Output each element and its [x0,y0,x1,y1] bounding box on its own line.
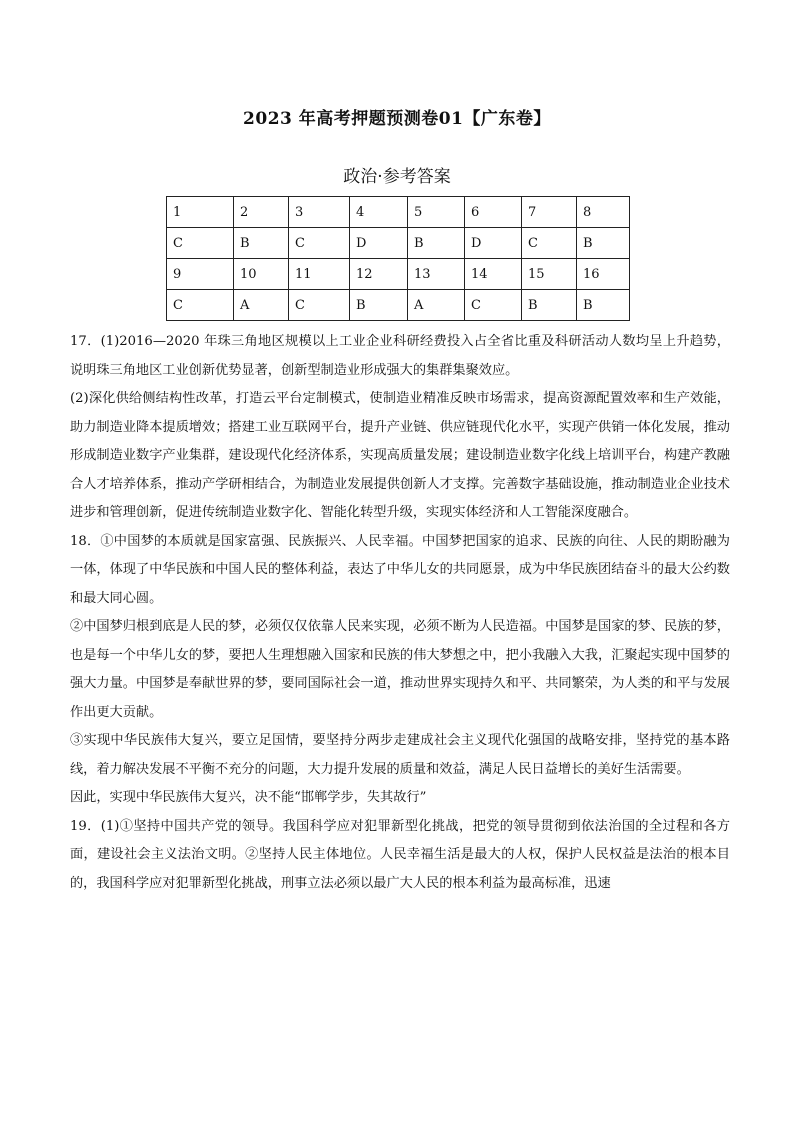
table-cell: 16 [577,259,630,290]
table-cell: 4 [350,197,408,228]
table-cell: C [289,290,350,321]
table-cell: B [350,290,408,321]
table-cell: 7 [522,197,577,228]
table-cell: 13 [408,259,465,290]
answer-paragraph-q18-4: 因此，实现中华民族伟大复兴，决不能“邯郸学步，失其故行” [70,790,427,805]
table-cell: B [234,228,289,259]
answer-paragraph-q19-1: 19．(1)①坚持中国共产党的领导。我国科学应对犯罪新型化挑战，把党的领导贯彻到依法治国的全过程和各方面，建设社会主义法治文明。②坚持人民主体地位。人民幸福生活是最大的人权，保护人民权益是法治的根本目的，我国科学应对犯罪新型化挑战，刑事立法必须以最广大人民的根本利益为最高标准，迅速 [70,818,730,891]
table-cell: 11 [289,259,350,290]
table-cell: C [289,228,350,259]
table-cell: 2 [234,197,289,228]
table-cell: C [465,290,522,321]
table-row [167,259,630,290]
table-cell: B [577,290,630,321]
table-cell: 3 [289,197,350,228]
answer-paragraph-q17-2: (2)深化供给侧结构性改革，打造云平台定制模式，使制造业精准反映市场需求，提高资源配置效率和生产效能，助力制造业降本提质增效；搭建工业互联网平台，提升产业链、供应链现代化水平，实现产供销一体化发展，推动形成制造业数字产业集群，建设现代化经济体系，实现高质量发展；建设制造业数字化线上培训平台，构建产教融合人才培养体系，推动产学研相结合，为制造业发展提供创新人才支撑。完善数字基础设施，推动制造业企业技术进步和管理创新，促进传统制造业数字化、智能化转型升级，实现实体经济和人工智能深度融合。 [70,391,730,520]
table-cell: 6 [465,197,522,228]
table-cell: D [350,228,408,259]
table-cell: 12 [350,259,408,290]
table-cell: B [577,228,630,259]
table-cell: 8 [577,197,630,228]
page-subtitle: 政治·参考答案 [343,167,451,187]
table-cell: 1 [167,197,234,228]
table-cell: B [522,290,577,321]
table-cell: C [167,290,234,321]
table-row [167,290,630,321]
table-cell: 10 [234,259,289,290]
page-title: 2023 年高考押题预测卷01【广东卷】 [243,109,551,129]
table-cell: B [408,228,465,259]
table-row [167,228,630,259]
answer-paragraph-q18-1: 18．①中国梦的本质就是国家富强、民族振兴、人民幸福。中国梦把国家的追求、民族的向往、人民的期盼融为一体，体现了中华民族和中国人民的整体利益，表达了中华儿女的共同愿景，成为中华民族团结奋斗的最大公约数和最大同心圆。 [70,533,730,606]
table-cell: C [522,228,577,259]
table-cell: 9 [167,259,234,290]
table-cell: C [167,228,234,259]
table-cell: A [234,290,289,321]
answer-table [166,196,630,321]
answer-paragraph-q18-3: ③实现中华民族伟大复兴，要立足国情，要坚持分两步走建成社会主义现代化强国的战略安排，坚持党的基本路线，着力解决发展不平衡不充分的问题，大力提升发展的质量和效益，满足人民日益增长的美好生活需要。 [70,733,730,777]
answer-paragraph-q17-1: 17．(1)2016—2020 年珠三角地区规模以上工业企业科研经费投入占全省比重及科研活动人数均呈上升趋势，说明珠三角地区工业创新优势显著，创新型制造业形成强大的集群集聚效应。 [70,334,730,378]
table-cell: 15 [522,259,577,290]
table-cell: A [408,290,465,321]
table-cell: 5 [408,197,465,228]
table-cell: D [465,228,522,259]
answer-body [70,328,730,898]
table-cell: 14 [465,259,522,290]
table-row [167,197,630,228]
answer-paragraph-q18-2: ②中国梦归根到底是人民的梦，必须仅仅依靠人民来实现，必须不断为人民造福。中国梦是国家的梦、民族的梦，也是每一个中华儿女的梦，要把人生理想融入国家和民族的伟大梦想之中，把小我融入大我，汇聚起实现中国梦的强大力量。中国梦是奉献世界的梦，要同国际社会一道，推动世界实现持久和平、共同繁荣，为人类的和平与发展作出更大贡献。 [70,619,730,720]
